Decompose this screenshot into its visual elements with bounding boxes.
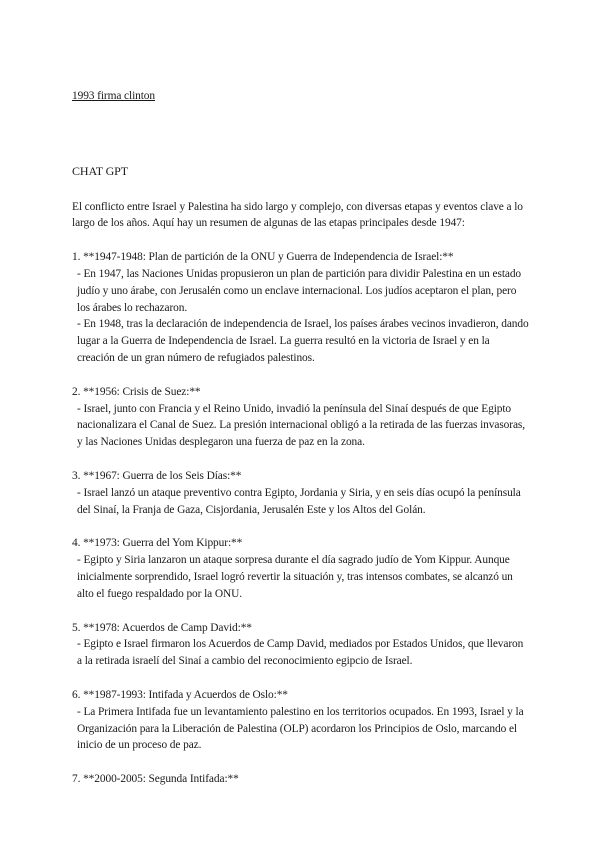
list-item-1987-1993 — [72, 687, 530, 754]
list-item-point: - Israel, junto con Francia y el Reino Unido, invadió la península del Sinaí después de que Egipto nacionalizara el Canal de Suez. La presión internacional obligó a la retirada de las fuerzas invasoras, y las Naciones Unidas desplegaron una fuerza de paz en la zona. — [77, 402, 525, 449]
list-item-1967 — [72, 468, 530, 518]
list-item-1947 — [72, 249, 530, 367]
list-item-title: 4. **1973: Guerra del Yom Kippur:** — [72, 537, 243, 550]
list-item-1978 — [72, 620, 530, 670]
document-link[interactable]: 1993 firma clinton — [72, 90, 155, 102]
list-item-title: 3. **1967: Guerra de los Seis Días:** — [72, 469, 242, 482]
list-item-point: - Israel lanzó un ataque preventivo contra Egipto, Jordania y Siria, y en seis días ocupó la península del Sinaí, la Franja de Gaza, Cisjordania, Jerusalén Este y los Altos del Golán. — [77, 486, 521, 516]
section-heading: CHAT GPT — [72, 163, 128, 178]
list-item-1956 — [72, 384, 530, 451]
list-item-title: 7. **2000-2005: Segunda Intifada:** — [72, 773, 239, 786]
document-body — [72, 88, 530, 788]
list-item-point: - En 1947, las Naciones Unidas propusieron un plan de partición para dividir Palestina en un estado judío y uno árabe, con Jerusalén como un enclave internacional. Los judíos aceptaron el plan, pero los árabes lo rechazaron. — [77, 267, 522, 314]
list-item-1973 — [72, 535, 530, 602]
list-item-title: 1. **1947-1948: Plan de partición de la ONU y Guerra de Independencia de Israel:** — [72, 251, 454, 264]
list-item-2000-2005 — [72, 771, 530, 788]
list-item-title: 5. **1978: Acuerdos de Camp David:** — [72, 621, 252, 634]
list-item-point: - En 1948, tras la declaración de independencia de Israel, los países árabes vecinos invadieron, dando lugar a la Guerra de Independencia de Israel. La guerra resultó en la victoria de Israel y en la creación de un gran número de refugiados palestinos. — [77, 318, 529, 364]
list-item-point: - Egipto e Israel firmaron los Acuerdos de Camp David, mediados por Estados Unidos, que llevaron a la retirada israelí del Sinaí a cambio del reconocimiento egipcio de Israel. — [77, 638, 524, 668]
list-item-point: - La Primera Intifada fue un levantamiento palestino en los territorios ocupados. En 1993, Israel y la Organización para la Liberación de Palestina (OLP) acordaron los Principios de Oslo, marcando el inicio de un proceso de paz. — [77, 705, 524, 752]
intro-paragraph: El conflicto entre Israel y Palestina ha sido largo y complejo, con diversas etapas y eventos clave a lo largo de los años. Aquí hay un resumen de algunas de las etapas principales desde 1947: — [72, 200, 523, 230]
list-item-title: 2. **1956: Crisis de Suez:** — [72, 385, 201, 398]
list-item-point: - Egipto y Siria lanzaron un ataque sorpresa durante el día sagrado judío de Yom Kippur. Aunque inicialmente sorprendido, Israel logró revertir la situación y, tras intensos combates, se alcanzó un alto el fuego respaldado por la ONU. — [77, 554, 513, 600]
list-item-title: 6. **1987-1993: Intifada y Acuerdos de Oslo:** — [72, 688, 288, 701]
